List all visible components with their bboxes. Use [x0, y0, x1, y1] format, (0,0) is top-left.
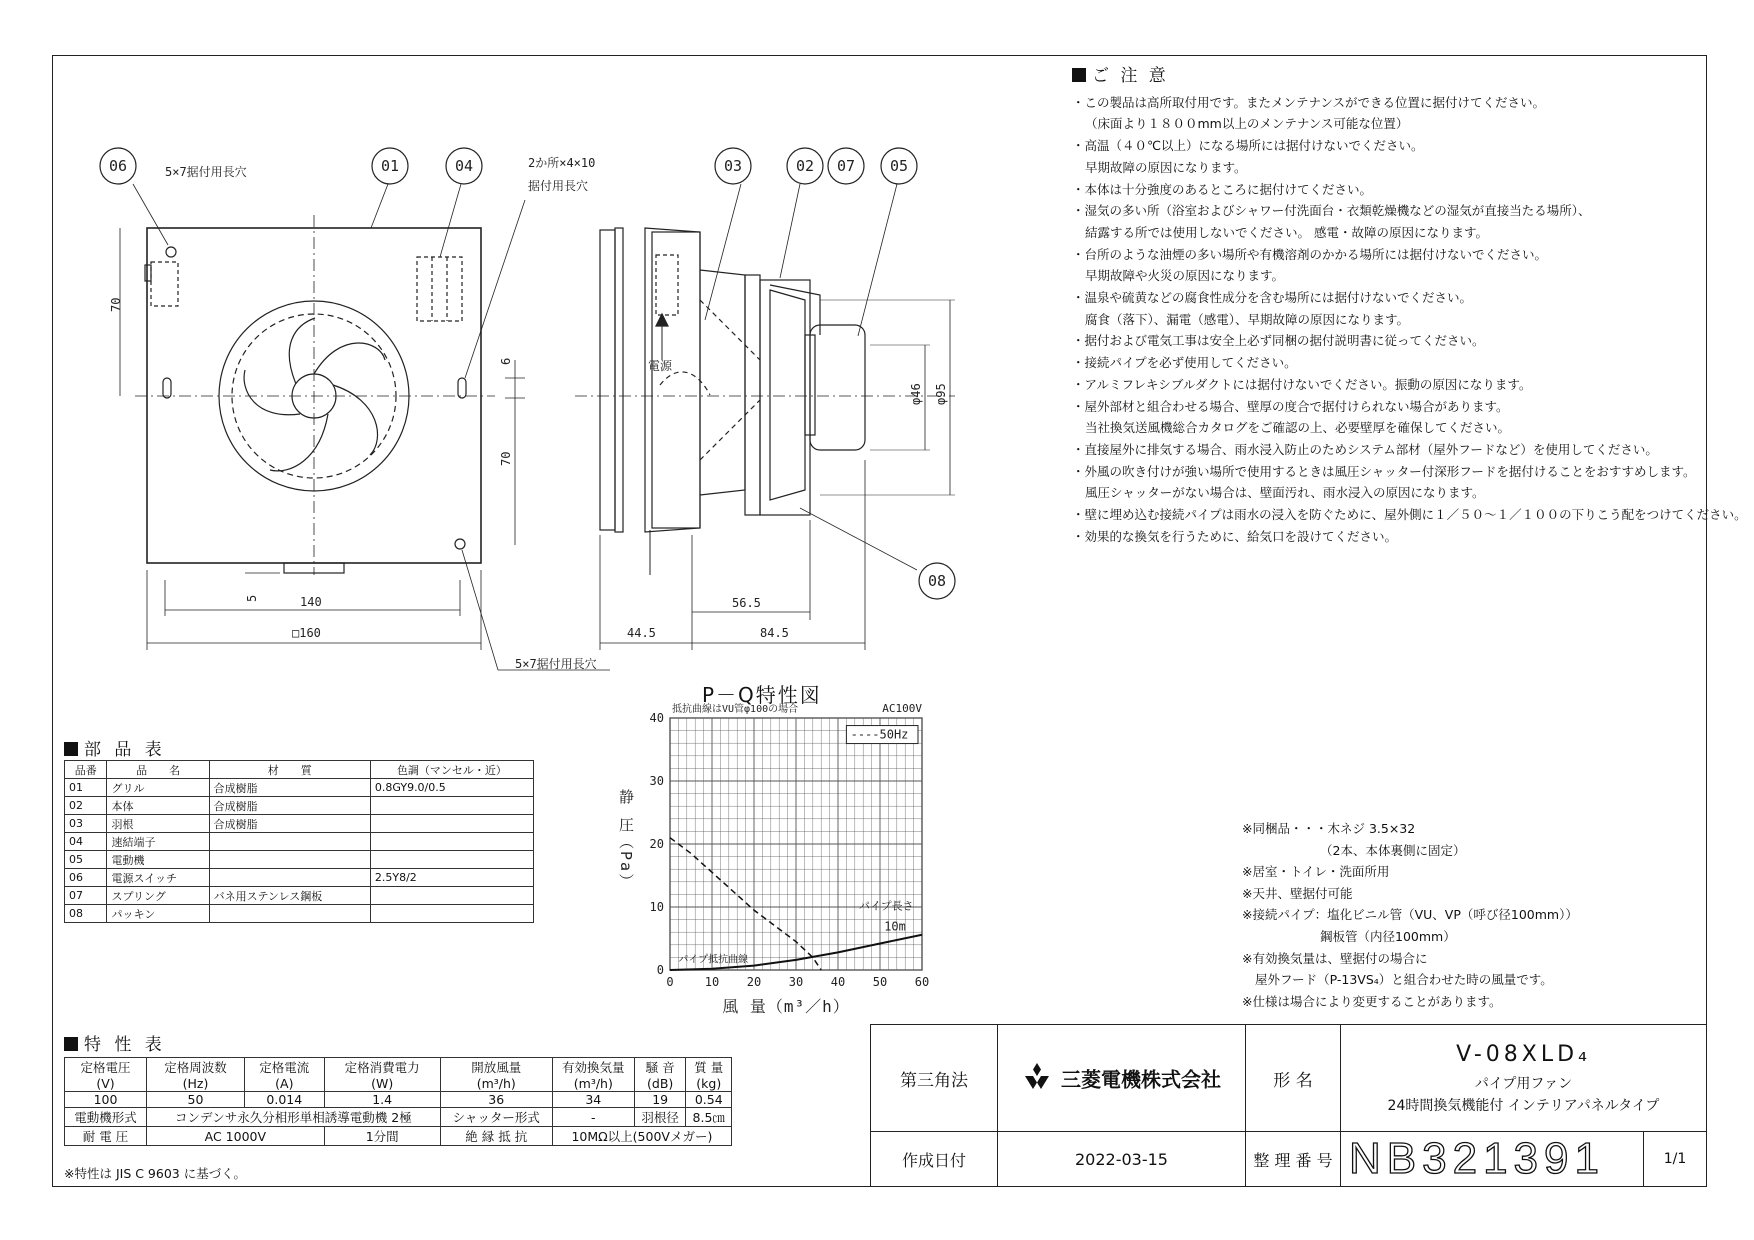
spec-line: ※居室・トイレ・洗面所用 [1242, 864, 1390, 880]
char-header-unit: (Hz) [182, 1076, 209, 1091]
caution-line: ・台所のような油煙の多い場所や有機溶剤のかかる場所には据付けないでください。 [1072, 246, 1548, 262]
callout-label: 03 [723, 157, 743, 175]
callout-label: 07 [836, 157, 856, 175]
caution-line: ・屋外部材と組合わせる場合、壁厚の度合で据付けられない場合があります。 [1072, 398, 1509, 414]
shutter-value: - [552, 1108, 634, 1127]
spec-line: ※有効換気量は、壁据付の場合に [1242, 950, 1428, 966]
parts-row [65, 905, 534, 923]
model-desc-1: パイプ用ファン [1474, 1075, 1573, 1092]
parts-row [65, 833, 534, 851]
parts-cell: 06 [65, 869, 107, 887]
caution-line: 風圧シャッターがない場合は、壁面汚れ、雨水浸入の原因になります。 [1085, 485, 1485, 501]
model-cell [1341, 1025, 1707, 1132]
char-value-cell: 0.54 [686, 1092, 732, 1108]
parts-cell: バネ用ステンレス鋼板 [209, 887, 370, 905]
parts-row [65, 869, 534, 887]
slot-label-right-2: 据付用長穴 [528, 179, 589, 193]
char-header-name: 有効換気量 [562, 1060, 625, 1075]
title-block [870, 1024, 1707, 1187]
parts-heading: 部 品 表 [64, 735, 166, 760]
pq-chart [590, 700, 950, 1030]
parts-header-cell: 材 質 [209, 761, 370, 779]
parts-cell: 02 [65, 797, 107, 815]
caution-line: ・壁に埋め込む接続パイプは雨水の浸入を防ぐために、屋外側に１／５０～１／１００の下りこう配をつけてください。 [1072, 507, 1747, 523]
char-header-unit: (dB) [647, 1076, 674, 1091]
blade-value: 8.5㎝ [686, 1108, 732, 1127]
dim-140: 140 [300, 595, 322, 609]
model-number: V-08XLD₄ [1456, 1041, 1591, 1067]
parts-cell [209, 833, 370, 851]
dim-84-5: 84.5 [760, 626, 789, 640]
parts-cell: 01 [65, 779, 107, 797]
caution-line: （床面より１８００mm以上のメンテナンス可能な位置） [1085, 116, 1409, 132]
parts-row [65, 779, 534, 797]
sheet-number: 1/1 [1644, 1132, 1707, 1187]
parts-cell [209, 851, 370, 869]
caution-line: ・接続パイプを必ず使用してください。 [1072, 355, 1297, 371]
date-label: 作成日付 [871, 1132, 998, 1187]
dim-phi-95: φ95 [934, 383, 948, 405]
caution-line: ・直接屋外に排気する場合、雨水浸入防止のためシステム部材（屋外フードなど）を使用してください。 [1072, 441, 1658, 457]
x-tick-label: 0 [666, 975, 674, 989]
parts-cell: 04 [65, 833, 107, 851]
char-header-name: 定格周波数 [164, 1060, 227, 1075]
caution-notes [1072, 66, 1747, 547]
model-label: 形 名 [1246, 1025, 1341, 1132]
char-header-name: 質 量 [694, 1060, 724, 1075]
insulation-label: 絶 縁 抵 抗 [440, 1127, 552, 1146]
parts-row [65, 887, 534, 905]
parts-row [65, 851, 534, 869]
slot-label-top: 5×7据付用長穴 [165, 165, 247, 179]
char-header-cell [686, 1058, 732, 1092]
parts-cell: 05 [65, 851, 107, 869]
parts-header-cell: 品番 [65, 761, 107, 779]
parts-cell: 2.5Y8/2 [370, 869, 533, 887]
char-value-cell: 100 [65, 1092, 147, 1108]
characteristics-footnote: ※特性は JIS C 9603 に基づく。 [64, 1166, 246, 1181]
char-value-cell: 36 [440, 1092, 552, 1108]
caution-line: ・外風の吹き付けが強い場所で使用するときは風圧シャッター付深形フードを据付けることをおすすめします。 [1072, 463, 1696, 479]
parts-header-cell: 品 名 [107, 761, 209, 779]
parts-cell: 合成樹脂 [209, 797, 370, 815]
side-grille-plate [600, 230, 615, 530]
parts-cell: 合成樹脂 [209, 779, 370, 797]
power-label: 電源 [648, 359, 673, 373]
y-axis-label: 静 圧（Pa） [617, 789, 635, 891]
char-value-cell: 1.4 [324, 1092, 440, 1108]
insulation-value: 10MΩ以上(500Vメガー) [552, 1127, 731, 1146]
caution-heading: ご 注 意 [1072, 66, 1712, 88]
caution-line: ・効果的な換気を行うために、給気口を設けてください。 [1072, 528, 1398, 544]
company-name: 三菱電機株式会社 [1061, 1067, 1222, 1092]
annotation-resistance: パイプ抵抗曲線 [678, 954, 749, 966]
char-value-cell: 50 [147, 1092, 245, 1108]
parts-row [65, 797, 534, 815]
created-date: 2022-03-15 [998, 1132, 1246, 1187]
parts-cell [370, 851, 533, 869]
parts-cell [370, 887, 533, 905]
chart-title: P－Q特性図 [702, 683, 822, 707]
x-axis-label: 風 量（m³／h） [722, 997, 850, 1016]
char-header-cell [244, 1058, 324, 1092]
caution-line: 結露する所では使用しないでください。 感電・故障の原因になります。 [1085, 224, 1488, 240]
company-cell [998, 1025, 1246, 1132]
spec-line: 鋼板管（内径100mm） [1320, 928, 1456, 944]
parts-cell: 08 [65, 905, 107, 923]
char-header-cell [634, 1058, 686, 1092]
char-header-name: 騒 音 [645, 1060, 675, 1075]
spec-line: ※天井、壁据付可能 [1242, 885, 1353, 901]
callout-label: 01 [380, 157, 400, 175]
parts-cell: 電源スイッチ [107, 869, 209, 887]
motor-housing [810, 325, 865, 450]
mitsubishi-logo-icon [1022, 1063, 1052, 1093]
parts-cell: グリル [107, 779, 209, 797]
parts-cell: 本体 [107, 797, 209, 815]
model-desc-2: 24時間換気機能付 インテリアパネルタイプ [1387, 1097, 1660, 1114]
caution-line: ・本体は十分強度のあるところに据付けてください。 [1072, 181, 1373, 197]
char-header-cell [324, 1058, 440, 1092]
callout-label: 08 [927, 572, 947, 590]
char-header-cell [552, 1058, 634, 1092]
caution-line: 当社換気送風機総合カタログをご確認の上、必要壁厚を確保してください。 [1085, 420, 1511, 436]
caution-line: ・温泉や硫黄などの腐食性成分を含む場所には据付けないでください。 [1072, 290, 1473, 306]
parts-cell [370, 797, 533, 815]
parts-header-cell: 色調（マンセル・近） [370, 761, 533, 779]
parts-cell: 羽根 [107, 815, 209, 833]
y-tick-label: 20 [649, 837, 664, 851]
parts-cell [209, 869, 370, 887]
dim-160: □160 [292, 626, 321, 640]
dim-70-top: 70 [109, 297, 123, 312]
parts-table [64, 760, 534, 923]
char-header-name: 定格電流 [259, 1060, 310, 1075]
parts-cell: 07 [65, 887, 107, 905]
callout-label: 02 [795, 157, 815, 175]
legend-label: ----50Hz [850, 727, 909, 742]
spec-line: ※接続パイプ：塩化ビニル管（VU、VP（呼び径100mm）） [1242, 907, 1578, 923]
y-tick-label: 0 [656, 963, 664, 977]
spec-line: 屋外フード（P-13VS₄）と組合わせた時の風量です。 [1255, 972, 1553, 988]
slot-label-bottom: 5×7据付用長穴 [515, 657, 597, 671]
parts-cell: 速結端子 [107, 833, 209, 851]
char-header-unit: (m³/h) [573, 1076, 613, 1091]
voltage-time: 1分間 [324, 1127, 440, 1146]
spec-line: （2本、本体裏側に固定） [1320, 842, 1466, 858]
caution-line: 早期故障の原因になります。 [1085, 159, 1247, 175]
motor-value: コンデンサ永久分相形単相誘導電動機 2極 [147, 1108, 441, 1127]
voltage-label: 耐 電 圧 [65, 1127, 147, 1146]
characteristics-heading: 特 性 表 [64, 1030, 166, 1055]
parts-cell [209, 905, 370, 923]
parts-cell [370, 833, 533, 851]
dim-44-5: 44.5 [627, 626, 656, 640]
caution-line: ・湿気の多い所（浴室およびシャワー付洗面台・衣類乾燥機などの湿気が直接当たる場所）、 [1072, 203, 1591, 219]
annotation-pipe-length: パイプ長さ [859, 899, 914, 913]
caution-line: 腐食（落下）、漏電（感電）、早期故障の原因になります。 [1085, 311, 1410, 327]
caution-line: ・据付および電気工事は安全上必ず同梱の据付説明書に従ってください。 [1072, 333, 1485, 349]
char-header-unit: (m³/h) [476, 1076, 516, 1091]
x-tick-label: 40 [830, 975, 846, 989]
chart-power: AC100V [882, 702, 922, 715]
char-header-cell [65, 1058, 147, 1092]
y-tick-label: 40 [649, 711, 664, 725]
y-tick-label: 30 [649, 774, 664, 788]
voltage-value: AC 1000V [147, 1127, 325, 1146]
blade-label: 羽根径 [634, 1108, 686, 1127]
caution-line: ・アルミフレキシブルダクトには据付けないでください。振動の原因になります。 [1072, 376, 1532, 392]
reference-number: NB321391 [1341, 1132, 1644, 1187]
char-value-cell: 19 [634, 1092, 686, 1108]
char-header-name: 開放風量 [471, 1060, 522, 1075]
x-tick-label: 20 [746, 975, 762, 989]
dim-70-right: 70 [499, 451, 513, 466]
x-tick-label: 50 [872, 975, 888, 989]
spec-line: ※同梱品・・・木ネジ 3.5×32 [1242, 821, 1416, 836]
char-header-unit: (A) [275, 1076, 294, 1091]
parts-cell: パッキン [107, 905, 209, 923]
ref-label: 整 理 番 号 [1246, 1132, 1341, 1187]
parts-cell: 電動機 [107, 851, 209, 869]
dim-6: 6 [499, 357, 513, 365]
callout-label: 05 [889, 157, 909, 175]
dim-5: 5 [245, 594, 259, 602]
projection-method: 第三角法 [871, 1025, 998, 1132]
parts-cell [370, 815, 533, 833]
parts-cell: 0.8GY9.0/0.5 [370, 779, 533, 797]
char-value-cell: 0.014 [244, 1092, 324, 1108]
char-header-unit: (V) [96, 1076, 115, 1091]
parts-row [65, 815, 534, 833]
slot-label-right-1: 2か所×4×10 [528, 156, 596, 170]
dim-56-5: 56.5 [732, 596, 761, 610]
caution-line: ・高温（４０℃以上）になる場所には据付けないでください。 [1072, 138, 1424, 154]
x-tick-label: 60 [914, 975, 930, 989]
chart-note: 抵抗曲線はVU管φ100の場合 [672, 704, 799, 715]
parts-cell [370, 905, 533, 923]
caution-line: ・この製品は高所取付用です。またメンテナンスができる位置に据付けてください。 [1072, 94, 1546, 110]
parts-cell: 03 [65, 815, 107, 833]
char-header-cell [147, 1058, 245, 1092]
spec-notes [1242, 818, 1682, 1012]
parts-cell: 合成樹脂 [209, 815, 370, 833]
y-tick-label: 10 [649, 900, 664, 914]
callout-label: 06 [108, 157, 128, 175]
char-header-unit: (kg) [696, 1076, 722, 1091]
char-value-cell: 34 [552, 1092, 634, 1108]
char-header-name: 定格電圧 [80, 1060, 131, 1075]
char-header-name: 定格消費電力 [344, 1060, 420, 1075]
parts-cell: スプリング [107, 887, 209, 905]
spec-line: ※仕様は場合により変更することがあります。 [1242, 993, 1502, 1009]
x-tick-label: 10 [704, 975, 720, 989]
caution-line: 早期故障や火災の原因になります。 [1085, 268, 1285, 284]
callout-label: 04 [454, 157, 474, 175]
char-header-cell [440, 1058, 552, 1092]
x-tick-label: 30 [788, 975, 804, 989]
characteristics-table [64, 1057, 732, 1146]
annotation-pipe-10m: 10m [884, 919, 906, 934]
motor-label: 電動機形式 [65, 1108, 147, 1127]
char-header-unit: (W) [371, 1076, 394, 1091]
dim-phi-46: φ46 [909, 383, 923, 405]
shutter-label: シャッター形式 [440, 1108, 552, 1127]
